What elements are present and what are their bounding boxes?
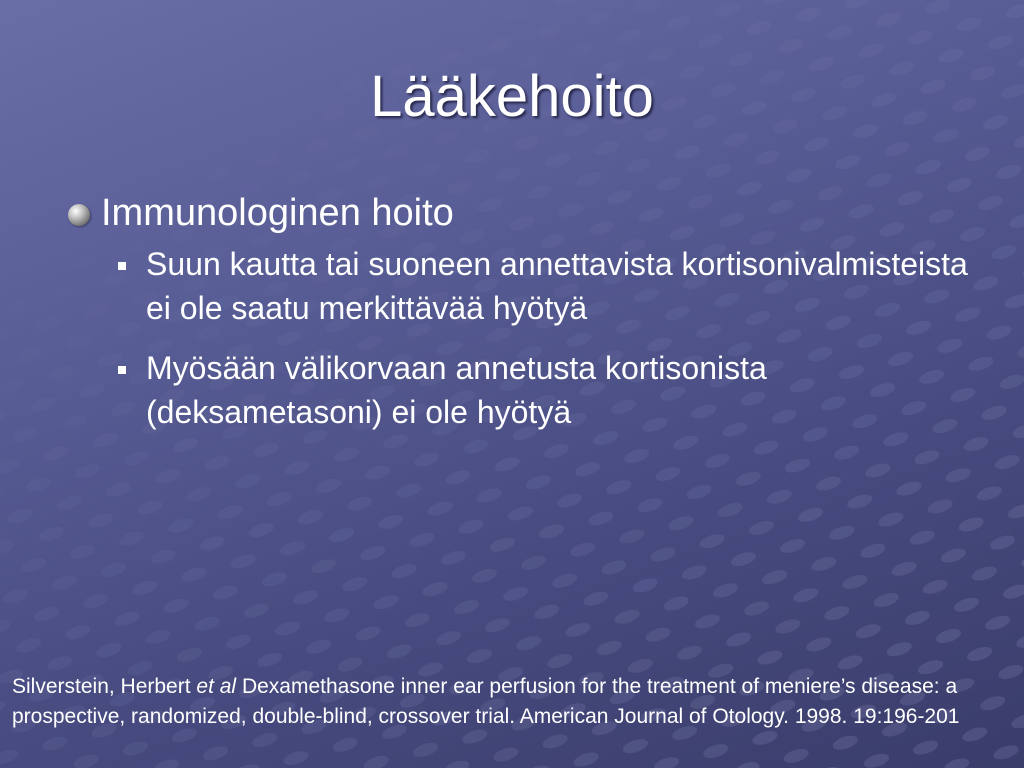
- background-dot: [575, 169, 603, 188]
- background-dot: [584, 8, 612, 27]
- background-dot: [564, 620, 592, 639]
- background-dot: [46, 654, 74, 673]
- background-dot: [985, 323, 1013, 342]
- background-dot: [452, 597, 480, 616]
- background-dot: [334, 155, 362, 174]
- background-dot: [162, 596, 190, 615]
- background-dot: [253, 150, 281, 169]
- background-dot: [593, 138, 621, 157]
- background-dot: [662, 594, 690, 613]
- background-dot: [814, 474, 842, 493]
- background-dot: [305, 637, 333, 656]
- background-dot: [24, 475, 52, 494]
- background-dot: [64, 622, 92, 641]
- background-dot: [524, 473, 552, 492]
- background-dot: [41, 734, 69, 753]
- background-dot: [724, 630, 752, 649]
- background-dot: [846, 492, 874, 511]
- background-dot: [341, 574, 369, 593]
- background-dot: [885, 639, 913, 658]
- background-dot: [473, 0, 501, 5]
- background-dot: [72, 752, 100, 768]
- background-dot: [1008, 211, 1024, 230]
- background-dot: [765, 487, 793, 506]
- background-dot: [421, 579, 449, 598]
- background-dot: [144, 627, 172, 646]
- background-dot: [756, 648, 784, 667]
- background-dot: [862, 751, 890, 768]
- background-dot: [1001, 582, 1024, 601]
- background-dot: [980, 403, 1008, 422]
- background-dot: [0, 457, 21, 476]
- background-dot: [836, 653, 864, 672]
- background-dot: [242, 601, 270, 620]
- background-dot: [546, 651, 574, 670]
- background-dot: [475, 486, 503, 505]
- reference-et-al: et al: [196, 675, 237, 698]
- background-dot: [0, 488, 3, 507]
- background-dot: [988, 533, 1016, 552]
- background-dot: [972, 274, 1000, 293]
- background-dot: [494, 164, 522, 183]
- background-dot: [828, 523, 856, 542]
- background-dot: [411, 740, 439, 759]
- background-dot: [913, 448, 941, 467]
- background-dot: [825, 23, 853, 42]
- background-dot: [470, 566, 498, 585]
- background-dot: [229, 552, 257, 571]
- sub-bullet-list: [68, 242, 968, 434]
- background-dot: [883, 139, 911, 158]
- background-dot: [834, 152, 862, 171]
- background-dot: [908, 528, 936, 547]
- background-dot: [6, 506, 34, 525]
- background-dot: [385, 642, 413, 661]
- background-dot: [1015, 631, 1024, 650]
- background-dot: [82, 591, 110, 610]
- background-dot: [514, 633, 542, 652]
- reference-citation: [12, 672, 1012, 732]
- background-dot: [284, 168, 312, 187]
- background-dot: [903, 608, 931, 627]
- background-dot: [86, 511, 114, 530]
- background-dot: [377, 512, 405, 531]
- background-dot: [733, 759, 761, 768]
- background-dot: [535, 22, 563, 41]
- reference-authors: Silverstein, Herbert: [12, 675, 197, 698]
- background-dot: [711, 581, 739, 600]
- background-dot: [776, 36, 804, 55]
- background-dot: [859, 541, 887, 560]
- background-dot: [952, 595, 980, 614]
- background-dot: [444, 468, 472, 487]
- background-dot: [73, 462, 101, 481]
- background-dot: [34, 314, 62, 333]
- background-dot: [649, 545, 677, 564]
- background-dot: [652, 754, 680, 768]
- background-dot: [175, 645, 203, 664]
- background-dot: [278, 538, 306, 557]
- square-bullet-icon: [118, 262, 126, 270]
- background-dot: [406, 30, 434, 49]
- background-dot: [683, 0, 711, 2]
- background-dot: [492, 745, 520, 764]
- background-dot: [792, 585, 820, 604]
- background-dot: [260, 570, 288, 589]
- background-dot: [939, 546, 967, 565]
- background-dot: [667, 513, 695, 532]
- background-dot: [519, 553, 547, 572]
- background-dot: [0, 327, 13, 346]
- background-dot: [154, 466, 182, 485]
- background-dot: [0, 747, 20, 766]
- background-dot: [990, 242, 1018, 261]
- background-dot: [372, 592, 400, 611]
- background-dot: [323, 606, 351, 625]
- background-dot: [823, 603, 851, 622]
- reference-details: Dexamethasone inner ear perfusion for the treatment of meniere’s disease: a prospective, randomized, double-blind, crossover trial. American Journal of Otology. 1998. 19:196-201: [12, 675, 960, 728]
- background-dot: [113, 609, 141, 628]
- background-dot: [363, 463, 391, 482]
- background-dot: [1019, 551, 1024, 570]
- background-dot: [555, 491, 583, 510]
- background-dot: [841, 572, 869, 591]
- background-dot: [251, 730, 279, 749]
- background-dot: [383, 142, 411, 161]
- background-dot: [0, 376, 26, 395]
- background-dot: [414, 160, 442, 179]
- background-dot: [501, 584, 529, 603]
- background-dot: [573, 459, 601, 478]
- background-dot: [631, 576, 659, 595]
- background-dot: [152, 757, 180, 768]
- background-dot: [121, 739, 149, 758]
- background-dot: [595, 638, 623, 657]
- background-dot: [843, 0, 871, 11]
- background-dot: [100, 560, 128, 579]
- background-dot: [523, 763, 551, 768]
- background-dot: [1006, 502, 1024, 521]
- background-dot: [483, 615, 511, 634]
- background-dot: [955, 15, 983, 34]
- background-dot: [118, 529, 146, 548]
- background-dot: [716, 500, 744, 519]
- background-dot: [696, 31, 724, 50]
- background-dot: [722, 130, 750, 149]
- background-dot: [636, 495, 664, 514]
- background-dot: [621, 736, 649, 755]
- background-dot: [442, 758, 470, 768]
- background-dot: [992, 743, 1020, 762]
- background-dot: [302, 137, 330, 156]
- background-dot: [921, 577, 949, 596]
- background-dot: [506, 504, 534, 523]
- background-dot: [604, 477, 632, 496]
- background-dot: [0, 537, 16, 556]
- background-dot: [201, 744, 229, 763]
- background-dot: [486, 35, 514, 54]
- background-dot: [734, 469, 762, 488]
- background-dot: [865, 170, 893, 189]
- background-dot: [493, 455, 521, 474]
- background-dot: [568, 540, 596, 559]
- background-dot: [11, 426, 39, 445]
- background-dot: [877, 510, 905, 529]
- background-dot: [1016, 341, 1024, 360]
- background-dot: [675, 643, 703, 662]
- background-dot: [854, 621, 882, 640]
- background-dot: [283, 458, 311, 477]
- background-dot: [403, 610, 431, 629]
- background-dot: [224, 632, 252, 651]
- background-dot: [783, 456, 811, 475]
- background-dot: [512, 133, 540, 152]
- background-dot: [42, 444, 70, 463]
- background-dot: [193, 614, 221, 633]
- background-dot: [924, 0, 952, 16]
- background-dot: [615, 26, 643, 45]
- background-dot: [211, 583, 239, 602]
- background-dot: [131, 578, 159, 597]
- background-dot: [685, 482, 713, 501]
- background-dot: [541, 732, 569, 751]
- background-dot: [282, 748, 310, 767]
- background-dot: [566, 40, 594, 59]
- background-dot: [906, 28, 934, 47]
- background-dot: [856, 41, 884, 60]
- sphere-bullet-icon: [68, 204, 90, 226]
- background-dot: [204, 163, 232, 182]
- background-dot: [647, 44, 675, 63]
- background-dot: [68, 542, 96, 561]
- background-dot: [203, 453, 231, 472]
- background-dot: [234, 471, 262, 490]
- background-dot: [180, 565, 208, 584]
- background-dot: [963, 144, 991, 163]
- background-dot: [550, 571, 578, 590]
- background-dot: [600, 558, 628, 577]
- background-dot: [872, 590, 900, 609]
- background-dot: [774, 617, 802, 636]
- background-dot: [618, 527, 646, 546]
- background-dot: [702, 741, 730, 760]
- background-dot: [0, 408, 8, 427]
- background-dot: [965, 644, 993, 663]
- background-dot: [810, 554, 838, 573]
- background-dot: [714, 0, 742, 19]
- background-dot: [895, 479, 923, 498]
- background-dot: [874, 10, 902, 29]
- background-dot: [185, 484, 213, 503]
- background-dot: [633, 0, 661, 15]
- background-dot: [198, 534, 226, 553]
- background-dot: [994, 162, 1022, 181]
- background-dot: [813, 764, 841, 768]
- background-dot: [390, 561, 418, 580]
- background-dot: [613, 607, 641, 626]
- bullet-level1-text: Immunologinen hoito: [101, 192, 454, 234]
- background-dot: [943, 756, 971, 768]
- background-dot: [998, 372, 1024, 391]
- background-dot: [465, 646, 493, 665]
- background-dot: [309, 556, 337, 575]
- background-dot: [362, 753, 390, 768]
- background-dot: [19, 555, 47, 574]
- background-dot: [782, 746, 810, 765]
- background-dot: [1003, 292, 1024, 311]
- background-dot: [934, 626, 962, 645]
- background-dot: [37, 524, 65, 543]
- background-dot: [572, 750, 600, 768]
- background-dot: [95, 640, 123, 659]
- background-dot: [0, 698, 7, 717]
- background-dot: [291, 588, 319, 607]
- background-dot: [247, 520, 275, 539]
- background-dot: [1, 586, 29, 605]
- background-dot: [426, 499, 454, 518]
- background-dot: [1011, 421, 1024, 440]
- sub-bullet-item: [68, 346, 968, 434]
- slide-body: [68, 188, 968, 450]
- background-dot: [543, 151, 571, 170]
- background-dot: [504, 4, 532, 23]
- background-dot: [233, 762, 261, 768]
- background-dot: [32, 604, 60, 623]
- background-dot: [693, 612, 721, 631]
- background-dot: [532, 602, 560, 621]
- background-dot: [255, 650, 283, 669]
- background-dot: [296, 507, 324, 526]
- background-dot: [704, 161, 732, 180]
- background-dot: [345, 494, 373, 513]
- background-dot: [745, 18, 773, 37]
- background-dot: [104, 480, 132, 499]
- background-dot: [831, 733, 859, 752]
- background-dot: [784, 166, 812, 185]
- background-dot: [553, 0, 581, 10]
- background-dot: [624, 156, 652, 175]
- background-dot: [760, 567, 788, 586]
- background-dot: [742, 599, 770, 618]
- background-dot: [2, 296, 30, 315]
- background-dot: [136, 498, 164, 517]
- background-dot: [395, 481, 423, 500]
- background-dot: [975, 484, 1003, 503]
- background-dot: [55, 493, 83, 512]
- background-dot: [463, 146, 491, 165]
- background-dot: [970, 564, 998, 583]
- background-dot: [967, 354, 995, 373]
- background-dot: [408, 530, 436, 549]
- sub-bullet-item: [68, 242, 968, 330]
- background-dot: [665, 13, 693, 32]
- background-dot: [673, 143, 701, 162]
- background-dot: [455, 17, 483, 36]
- sub-bullet-text: Suun kautta tai suoneen annettavista kortisonivalmisteista ei ole saatu merkittävää hyötyä: [146, 246, 968, 326]
- background-dot: [29, 394, 57, 413]
- background-dot: [167, 516, 195, 535]
- background-dot: [680, 563, 708, 582]
- background-dot: [537, 522, 565, 541]
- background-dot: [911, 738, 939, 757]
- background-dot: [864, 461, 892, 480]
- background-dot: [914, 157, 942, 176]
- background-dot: [488, 535, 516, 554]
- background-dot: [439, 548, 467, 567]
- square-bullet-icon: [118, 366, 126, 374]
- bullet-level1: [68, 188, 968, 238]
- background-dot: [778, 536, 806, 555]
- background-dot: [944, 466, 972, 485]
- background-dot: [729, 549, 757, 568]
- background-dot: [50, 573, 78, 592]
- background-dot: [654, 464, 682, 483]
- slide-title: Lääkehoito: [370, 64, 654, 129]
- background-dot: [753, 148, 781, 167]
- background-dot: [582, 589, 610, 608]
- background-dot: [16, 345, 44, 364]
- background-dot: [794, 5, 822, 24]
- background-dot: [327, 525, 355, 544]
- background-dot: [457, 517, 485, 536]
- background-dot: [434, 628, 462, 647]
- background-dot: [983, 613, 1011, 632]
- background-dot: [0, 618, 12, 637]
- background-dot: [957, 515, 985, 534]
- background-dot: [413, 450, 441, 469]
- background-dot: [805, 635, 833, 654]
- background-dot: [331, 735, 359, 754]
- background-dot: [1004, 1, 1024, 20]
- background-dot: [122, 448, 150, 467]
- background-dot: [986, 33, 1014, 52]
- background-dot: [698, 531, 726, 550]
- background-dot: [273, 619, 301, 638]
- background-dot: [1012, 131, 1024, 150]
- background-dot: [359, 543, 387, 562]
- background-dot: [747, 518, 775, 537]
- background-dot: [354, 624, 382, 643]
- background-dot: [216, 502, 244, 521]
- background-dot: [802, 134, 830, 153]
- sub-bullet-text: Myösään välikorvaan annetusta kortisonista (deksametasoni) ei ole hyötyä: [146, 350, 767, 430]
- background-dot: [890, 559, 918, 578]
- background-dot: [796, 505, 824, 524]
- background-dot: [926, 497, 954, 516]
- background-dot: [703, 451, 731, 470]
- background-dot: [314, 476, 342, 495]
- background-dot: [976, 193, 1004, 212]
- background-dot: [14, 636, 42, 655]
- background-dot: [993, 452, 1021, 471]
- background-dot: [973, 0, 1001, 3]
- background-dot: [763, 0, 791, 6]
- background-dot: [644, 625, 672, 644]
- background-dot: [586, 509, 614, 528]
- background-dot: [149, 547, 177, 566]
- background-dot: [265, 489, 293, 508]
